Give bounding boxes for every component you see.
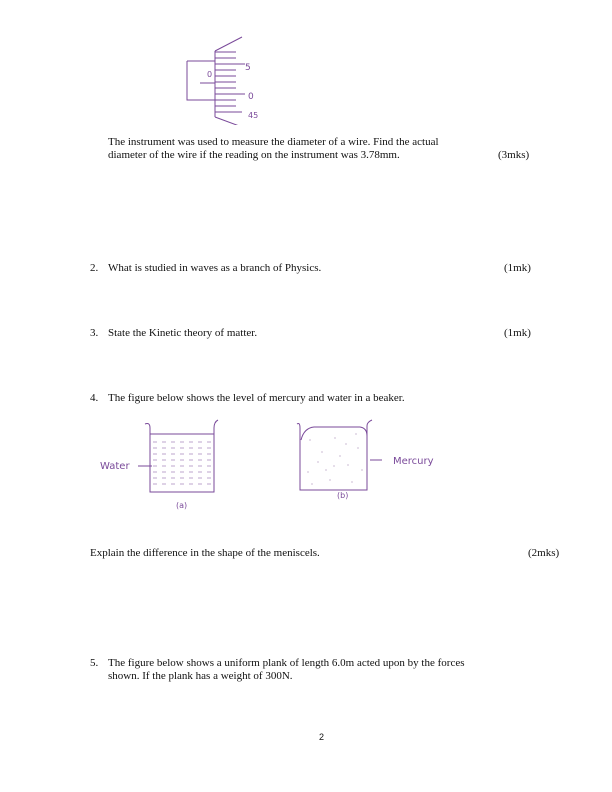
q5-text-line1: The figure below shows a uniform plank of length 6.0m acted upon by the forces <box>108 657 465 669</box>
mercury-dots <box>307 433 362 484</box>
scale-label: 0 <box>207 70 213 79</box>
q3-number: 3. <box>90 327 99 339</box>
q2-text: What is studied in waves as a branch of Physics. <box>108 262 322 274</box>
q3-marks: (1mk) <box>504 327 531 339</box>
q4-explain: Explain the difference in the shape of the meniscels. <box>90 547 320 559</box>
q1-text-line2: diameter of the wire if the reading on the instrument was 3.78mm. <box>108 149 400 161</box>
q5-text-line2: shown. If the plank has a weight of 300N. <box>108 670 293 682</box>
scale-label: 0 <box>248 92 254 102</box>
q4-text: The figure below shows the level of mercury and water in a beaker. <box>108 392 405 404</box>
mercury-beaker <box>297 420 382 490</box>
q5-number: 5. <box>90 657 99 669</box>
micrometer-figure <box>170 25 290 125</box>
q1-marks: (3mks) <box>498 149 530 161</box>
caption-a: (a) <box>176 501 188 510</box>
beakers-figure <box>90 410 460 520</box>
q2-marks: (1mk) <box>504 262 531 274</box>
q2-number: 2. <box>90 262 99 274</box>
q4-number: 4. <box>90 392 99 404</box>
mercury-label: Mercury <box>393 456 434 467</box>
caption-b: (b) <box>337 491 349 500</box>
q4-marks: (2mks) <box>528 547 560 559</box>
water-label: Water <box>100 461 130 472</box>
q1-text-line1: The instrument was used to measure the diameter of a wire. Find the actual <box>108 136 439 148</box>
page-number: 2 <box>319 732 325 742</box>
q3-text: State the Kinetic theory of matter. <box>108 327 258 339</box>
water-beaker <box>138 420 218 492</box>
scale-label: 45 <box>248 111 259 120</box>
scale-label: 5 <box>245 63 251 73</box>
